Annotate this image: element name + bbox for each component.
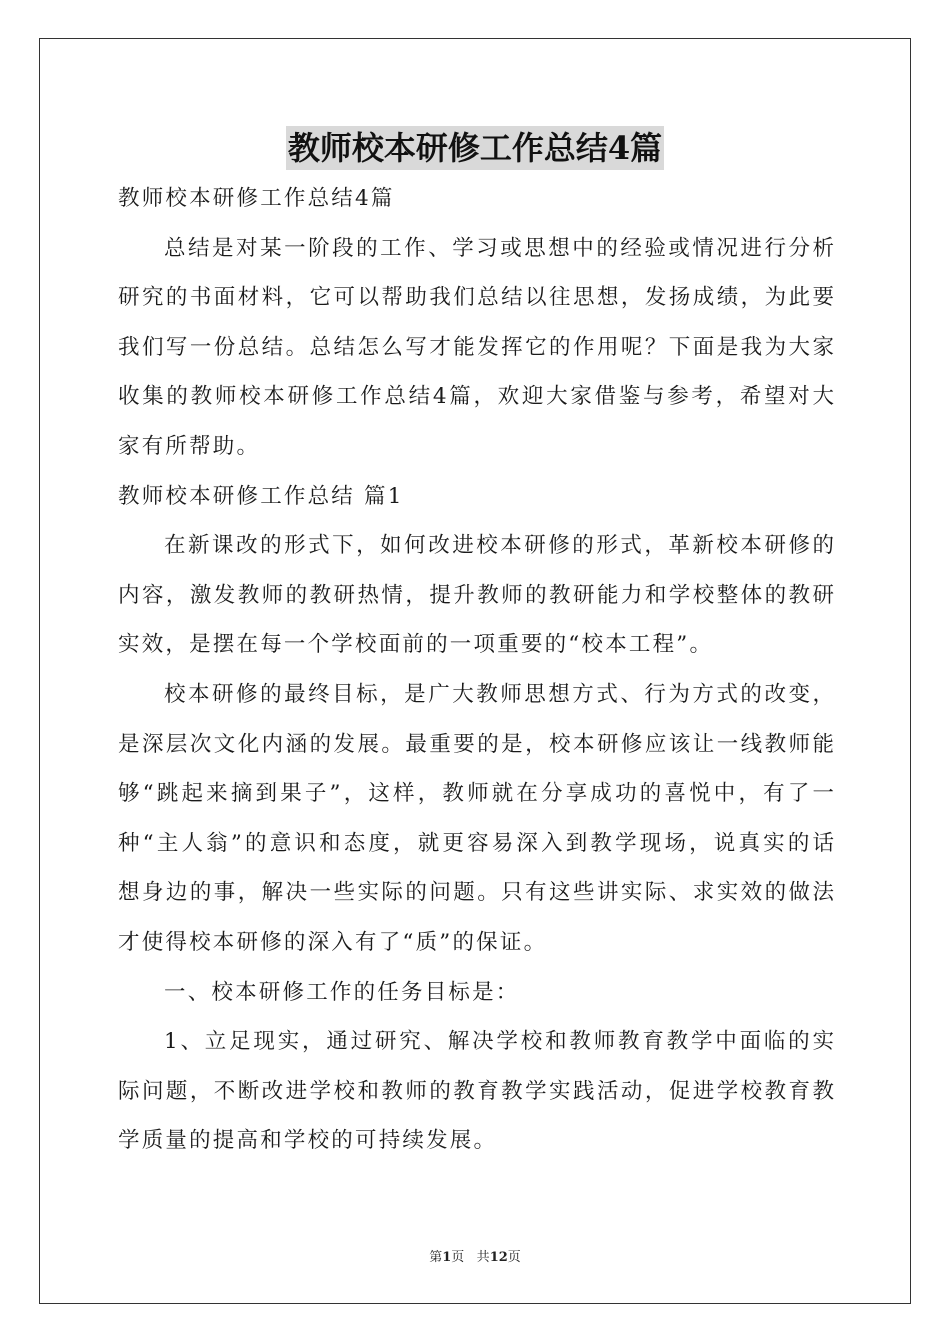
total-suffix: 页 xyxy=(507,1250,521,1265)
text-line: 际问题，不断改进学校和教师的教育教学实践活动，促进学校教育教 xyxy=(118,1078,834,1104)
text-line: 我们写一份总结。总结怎么写才能发挥它的作用呢？下面是我为大家 xyxy=(118,334,834,360)
text-line: 总结是对某一阶段的工作、学习或思想中的经验或情况进行分析 xyxy=(164,235,834,261)
text-line: 家有所帮助。 xyxy=(118,433,261,459)
text-line: 学质量的提高和学校的可持续发展。 xyxy=(118,1128,498,1154)
text-line: 想身边的事，解决一些实际的问题。只有这些讲实际、求实效的做法 xyxy=(118,880,834,906)
text-line: 够“跳起来摘到果子”，这样，教师就在分享成功的喜悦中，有了一 xyxy=(118,781,834,807)
text-line: 内容，激发教师的教研热情，提升教师的教研能力和学校整体的教研 xyxy=(118,582,834,608)
page-footer xyxy=(0,1246,950,1265)
title-container xyxy=(0,126,950,170)
total-pages: 12 xyxy=(489,1250,508,1265)
text-line: 研究的书面材料，它可以帮助我们总结以往思想，发扬成绩，为此要 xyxy=(118,285,834,311)
document-title: 教师校本研修工作总结4篇 xyxy=(286,126,664,170)
page-suffix: 页 xyxy=(451,1250,465,1265)
page-prefix: 第 xyxy=(429,1250,443,1265)
text-line: 收集的教师校本研修工作总结4篇，欢迎大家借鉴与参考，希望对大 xyxy=(118,384,834,410)
text-line: 在新课改的形式下，如何改进校本研修的形式，革新校本研修的 xyxy=(164,533,834,559)
text-line: 教师校本研修工作总结 篇1 xyxy=(118,483,404,509)
document-body xyxy=(118,174,834,1166)
page-number: 1 xyxy=(442,1250,452,1265)
text-line: 种“主人翁”的意识和态度，就更容易深入到教学现场，说真实的话 xyxy=(118,830,834,856)
text-line: 一、校本研修工作的任务目标是： xyxy=(164,979,520,1005)
text-line: 教师校本研修工作总结4篇 xyxy=(118,186,395,211)
text-line: 校本研修的最终目标，是广大教师思想方式、行为方式的改变， xyxy=(164,681,834,707)
text-line: 才使得校本研修的深入有了“质”的保证。 xyxy=(118,929,548,955)
text-line: 实效，是摆在每一个学校面前的一项重要的“校本工程”。 xyxy=(118,632,714,658)
text-line: 1、立足现实，通过研究、解决学校和教师教育教学中面临的实 xyxy=(164,1029,834,1055)
total-prefix: 共 xyxy=(476,1250,490,1265)
text-line: 是深层次文化内涵的发展。最重要的是，校本研修应该让一线教师能 xyxy=(118,731,834,757)
